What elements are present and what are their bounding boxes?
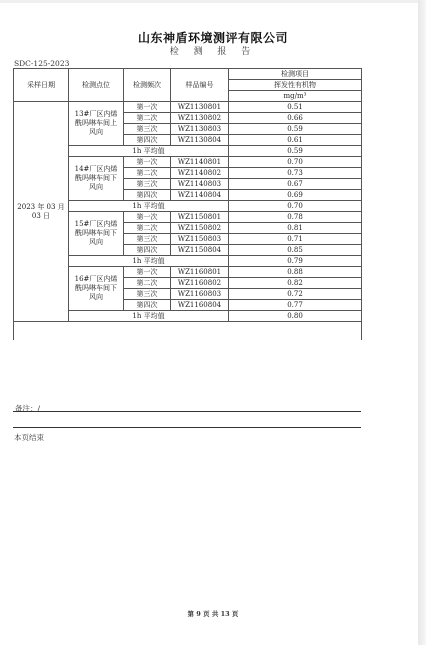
average-value-cell: 0.70 [229,201,362,212]
header-point: 检测点位 [69,69,124,102]
frequency-cell: 第二次 [124,278,171,289]
header-frequency: 检测频次 [124,69,171,102]
remark-cell [14,322,362,341]
location-cell: 15#厂区内烯酰吗啉车间下风向 [69,212,124,256]
sample-id-cell: WZ1140802 [171,168,229,179]
value-cell: 0.85 [229,245,362,256]
end-note: 本页结束 [14,433,44,442]
frequency-cell: 第二次 [124,223,171,234]
frequency-cell: 第二次 [124,113,171,124]
value-cell: 0.66 [229,113,362,124]
value-cell: 0.71 [229,234,362,245]
location-cell: 13#厂区内烯酰吗啉车间上风向 [69,102,124,146]
average-label-cell: 1h 平均值 [69,256,229,267]
value-cell: 0.73 [229,168,362,179]
header-date: 采样日期 [14,69,69,102]
header-sample-id: 样品编号 [171,69,229,102]
sample-id-cell: WZ1150802 [171,223,229,234]
value-cell: 0.51 [229,102,362,113]
sample-id-cell: WZ1130804 [171,135,229,146]
report-code: SDC-125-2023 [14,59,70,68]
value-cell: 0.82 [229,278,362,289]
sample-id-cell: WZ1130803 [171,124,229,135]
sample-id-cell: WZ1150803 [171,234,229,245]
frequency-cell: 第三次 [124,289,171,300]
average-value-cell: 0.80 [229,311,362,322]
value-cell: 0.70 [229,157,362,168]
sample-id-cell: WZ1160804 [171,300,229,311]
location-cell: 16#厂区内烯酰吗啉车间下风向 [69,267,124,311]
remark: 备注：/ [15,404,41,413]
frequency-cell: 第四次 [124,300,171,311]
table-row [14,102,362,113]
average-value-cell: 0.79 [229,256,362,267]
frequency-cell: 第二次 [124,168,171,179]
sample-id-cell: WZ1130802 [171,113,229,124]
header-item: 检测项目 [229,69,362,80]
sample-id-cell: WZ1160801 [171,267,229,278]
average-label-cell: 1h 平均值 [69,201,229,212]
value-cell: 0.72 [229,289,362,300]
average-value-cell: 0.59 [229,146,362,157]
value-cell: 0.67 [229,179,362,190]
value-cell: 0.59 [229,124,362,135]
remark-bottom-line [13,411,361,412]
sample-id-cell: WZ1140801 [171,157,229,168]
frequency-cell: 第三次 [124,124,171,135]
sample-id-cell: WZ1130801 [171,102,229,113]
average-label-cell: 1h 平均值 [69,311,229,322]
header-unit: mg/m³ [229,91,362,102]
value-cell: 0.69 [229,190,362,201]
frequency-cell: 第一次 [124,212,171,223]
sample-id-cell: WZ1140804 [171,190,229,201]
value-cell: 0.81 [229,223,362,234]
frequency-cell: 第四次 [124,245,171,256]
value-cell: 0.77 [229,300,362,311]
page-number: 第 9 页 共 13 页 [187,610,239,618]
sample-id-cell: WZ1150804 [171,245,229,256]
frequency-cell: 第三次 [124,234,171,245]
value-cell: 0.78 [229,212,362,223]
sample-id-cell: WZ1150801 [171,212,229,223]
page-right-edge [418,0,426,645]
end-section-line [13,427,361,428]
frequency-cell: 第四次 [124,190,171,201]
results-table [13,68,362,340]
sample-id-cell: WZ1140803 [171,179,229,190]
average-label-cell: 1h 平均值 [69,146,229,157]
remark-row [14,322,362,341]
frequency-cell: 第一次 [124,102,171,113]
frequency-cell: 第一次 [124,267,171,278]
header-analyte: 挥发性有机物 [229,80,362,91]
sample-id-cell: WZ1160802 [171,278,229,289]
sample-id-cell: WZ1160803 [171,289,229,300]
value-cell: 0.61 [229,135,362,146]
value-cell: 0.88 [229,267,362,278]
company-name: 山东神盾环境测评有限公司 [137,31,288,45]
frequency-cell: 第一次 [124,157,171,168]
frequency-cell: 第四次 [124,135,171,146]
page-top-edge [0,0,426,3]
report-subtitle: 检 测 报 告 [169,47,257,57]
frequency-cell: 第三次 [124,179,171,190]
location-cell: 14#厂区内烯酰吗啉车间下风向 [69,157,124,201]
sampling-date-cell: 2023 年 03 月 03 日 [14,102,69,322]
